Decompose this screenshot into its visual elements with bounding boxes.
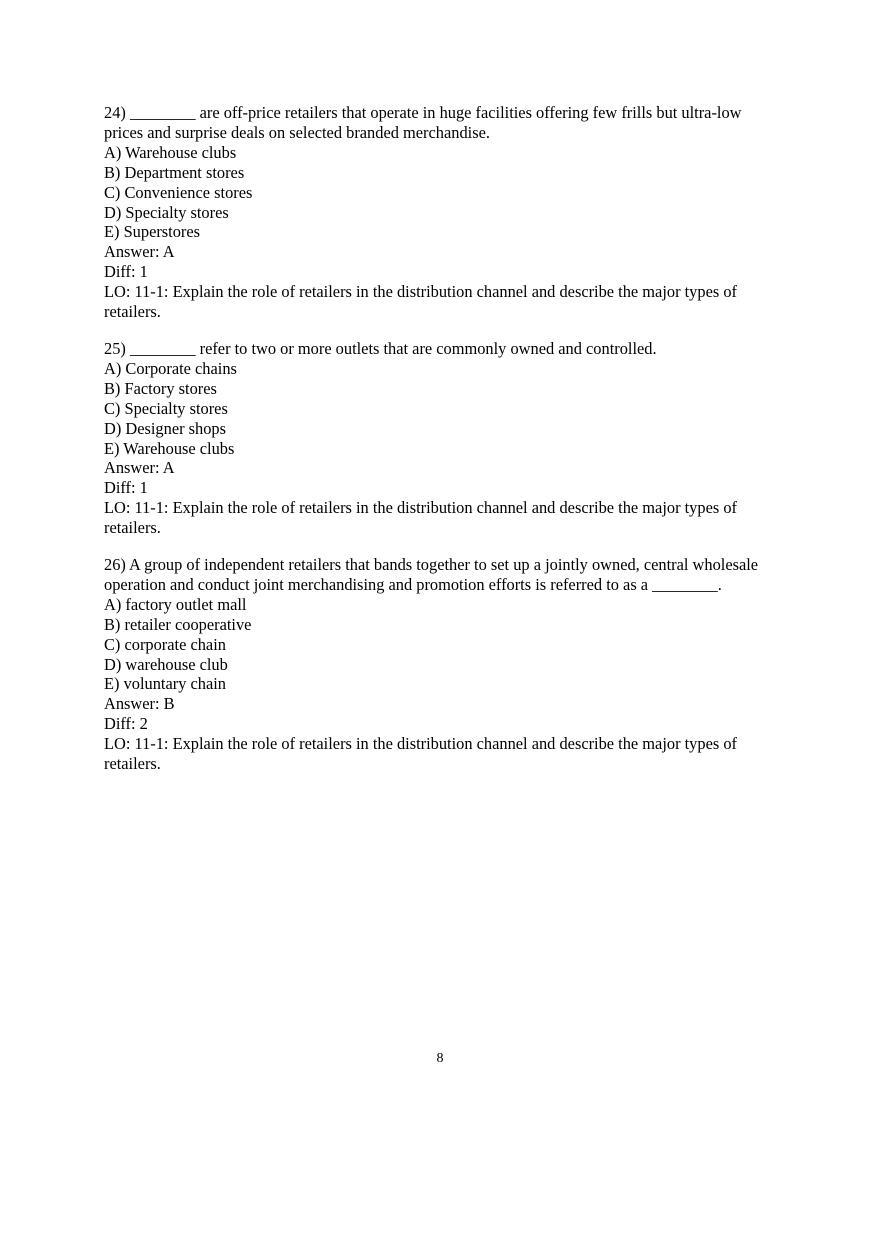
page-number: 8 [436,1051,444,1066]
option-b: B) Department stores [104,162,245,182]
option-a: A) factory outlet mall [104,594,247,614]
learning-objective: LO: 11-1: Explain the role of retailers in the distribution channel and describe the major types of retailers. [104,282,737,322]
option-d: D) Specialty stores [104,202,229,222]
difficulty-line: Diff: 1 [104,262,148,282]
option-a: A) Corporate chains [104,358,237,378]
answer-line: Answer: B [104,694,175,714]
option-d: D) warehouse club [104,654,228,674]
question-26 [104,555,782,774]
option-e: E) Warehouse clubs [104,438,235,458]
question-stem: 24) ________ are off-price retailers that operate in huge facilities offering few frills but ultra-low prices and surprise deals on selected branded merchandise. [104,103,742,142]
option-d: D) Designer shops [104,418,227,438]
option-c: C) Convenience stores [104,182,253,202]
option-b: B) retailer cooperative [104,614,252,634]
learning-objective: LO: 11-1: Explain the role of retailers in the distribution channel and describe the major types of retailers. [104,734,737,774]
option-e: E) Superstores [104,222,201,242]
answer-line: Answer: A [104,242,175,262]
question-24 [104,103,782,322]
question-stem: 26) A group of independent retailers that bands together to set up a jointly owned, central wholesale operation and conduct joint merchandising and promotion efforts is referred to as a ________. [104,555,759,594]
option-e: E) voluntary chain [104,674,226,694]
option-c: C) Specialty stores [104,398,228,418]
difficulty-line: Diff: 2 [104,714,148,734]
question-stem: 25) ________ refer to two or more outlets that are commonly owned and controlled. [104,338,657,358]
answer-line: Answer: A [104,458,175,478]
option-a: A) Warehouse clubs [104,142,237,162]
question-list [104,103,782,791]
difficulty-line: Diff: 1 [104,478,148,498]
learning-objective: LO: 11-1: Explain the role of retailers in the distribution channel and describe the major types of retailers. [104,498,737,538]
question-25 [104,339,782,538]
option-b: B) Factory stores [104,378,217,398]
option-c: C) corporate chain [104,634,226,654]
